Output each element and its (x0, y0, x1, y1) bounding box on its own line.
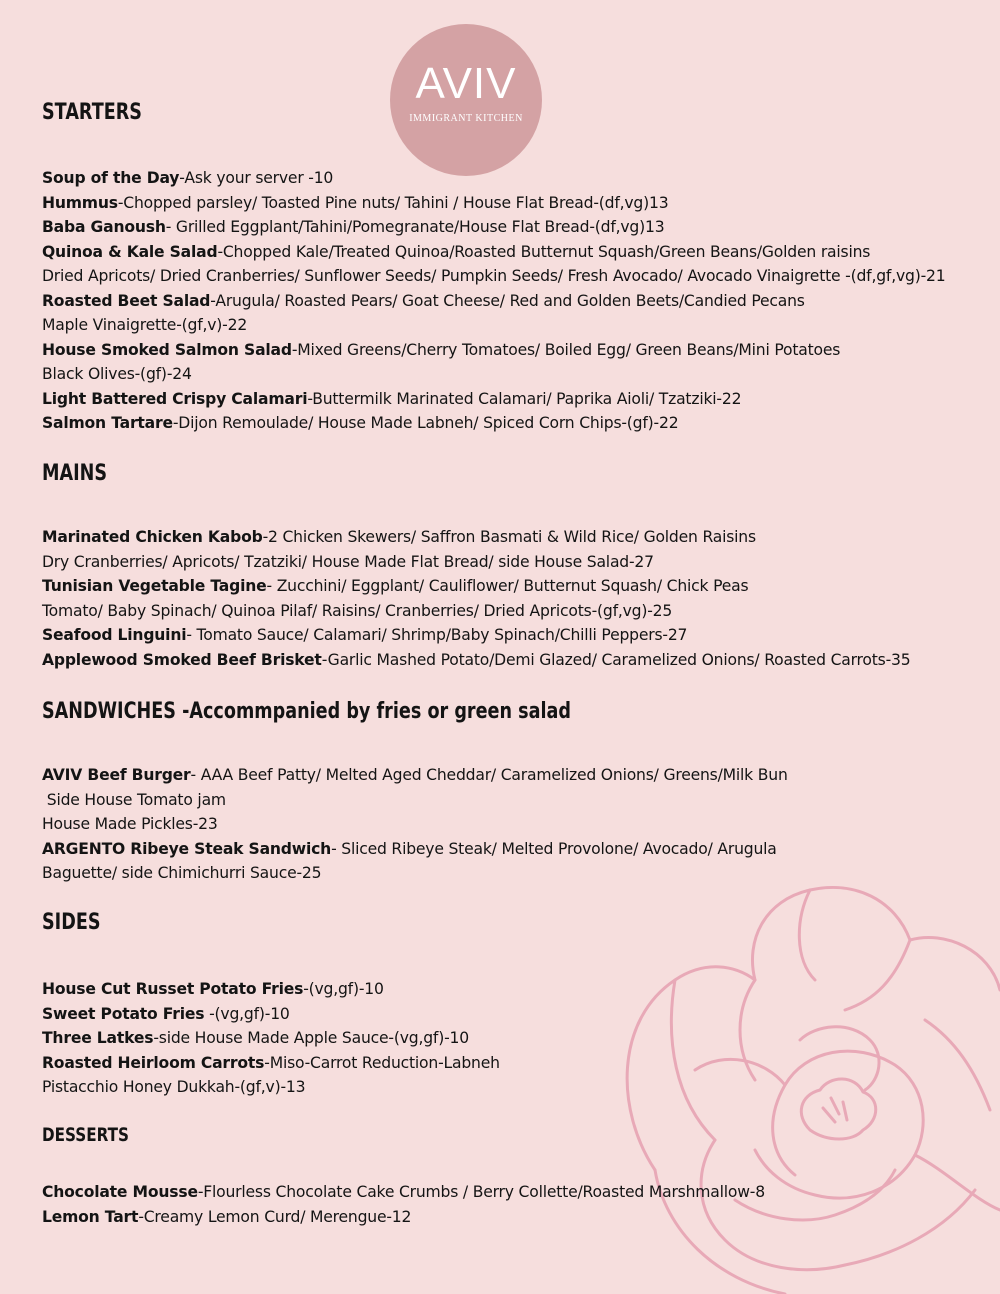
menu-line (42, 411, 982, 436)
item-name: AVIV Beef Burger (42, 766, 191, 784)
menu-line (42, 623, 982, 648)
item-desc: -side House Made Apple Sauce-(vg,gf)-10 (153, 1029, 469, 1047)
menu-line (42, 977, 982, 1002)
item-name: Light Battered Crispy Calamari (42, 389, 308, 408)
menu-line (42, 812, 982, 837)
item-name: Salmon Tartare (42, 414, 173, 432)
menu-line (42, 313, 982, 338)
item-desc: Black Olives-(gf)-24 (42, 365, 192, 383)
item-name: House Smoked Salmon Salad (42, 340, 292, 359)
item-name: Roasted Beet Salad (42, 291, 211, 310)
item-name: House Cut Russet Potato Fries (42, 980, 304, 998)
item-desc: Tomato/ Baby Spinach/ Quinoa Pilaf/ Raisins/ Cranberries/ Dried Apricots-(gf,vg)-25 (42, 601, 673, 620)
sandwiches-list (42, 763, 982, 886)
item-name: Baba Ganoush (42, 218, 166, 236)
item-desc: -Creamy Lemon Curd/ Merengue-12 (138, 1207, 412, 1226)
menu-line (42, 861, 982, 886)
menu-line (42, 338, 982, 363)
section-title-sides: SIDES (42, 910, 101, 935)
logo-tagline: IMMIGRANT KITCHEN (409, 113, 523, 124)
item-desc: -Flourless Chocolate Cake Crumbs / Berry Collette/Roasted Marshmallow-8 (197, 1183, 765, 1201)
item-desc: Side House Tomato jam (42, 790, 226, 809)
starters-list (42, 166, 982, 436)
item-name: Applewood Smoked Beef Brisket (42, 650, 322, 669)
item-desc: -2 Chicken Skewers/ Saffron Basmati & Wild Rice/ Golden Raisins (262, 528, 756, 546)
menu-line (42, 362, 982, 387)
item-desc: -Ask your server -10 (179, 169, 334, 187)
menu-line (42, 1180, 982, 1205)
sides-list (42, 977, 982, 1100)
menu-line (42, 1075, 982, 1100)
menu-line (42, 550, 982, 575)
section-title-starters: STARTERS (42, 100, 142, 125)
item-name: Quinoa & Kale Salad (42, 242, 218, 261)
item-desc: -Buttermilk Marinated Calamari/ Paprika Aioli/ Tzatziki-22 (307, 389, 742, 408)
menu-line (42, 763, 982, 788)
item-name: Three Latkes (42, 1029, 154, 1047)
menu-line (42, 387, 982, 412)
menu-line (42, 289, 982, 314)
item-desc: -Garlic Mashed Potato/Demi Glazed/ Caramelized Onions/ Roasted Carrots-35 (321, 650, 911, 669)
menu-line (42, 1026, 982, 1051)
item-desc: - Tomato Sauce/ Calamari/ Shrimp/Baby Spinach/Chilli Peppers-27 (186, 626, 688, 644)
item-name: Lemon Tart (42, 1207, 139, 1226)
item-desc: -Chopped parsley/ Toasted Pine nuts/ Tahini / House Flat Bread-(df,vg)13 (117, 193, 669, 212)
item-name: Chocolate Mousse (42, 1183, 198, 1201)
item-desc: -(vg,gf)-10 (303, 980, 384, 998)
item-desc: -Mixed Greens/Cherry Tomatoes/ Boiled Egg/ Green Beans/Mini Potatoes (291, 340, 841, 359)
section-title-mains: MAINS (42, 461, 108, 486)
mains-list (42, 525, 982, 672)
desserts-list (42, 1180, 982, 1229)
menu-line (42, 525, 982, 550)
menu-line (42, 191, 982, 216)
menu-line (42, 1205, 982, 1230)
menu-line (42, 1002, 982, 1027)
item-name: Soup of the Day (42, 169, 180, 187)
item-desc: -Dijon Remoulade/ House Made Labneh/ Spiced Corn Chips-(gf)-22 (172, 414, 679, 432)
item-name: Sweet Potato Fries (42, 1004, 205, 1023)
logo-badge (390, 24, 542, 176)
menu-line (42, 240, 982, 265)
item-desc: - AAA Beef Patty/ Melted Aged Cheddar/ Caramelized Onions/ Greens/Milk Bun (190, 766, 788, 784)
item-name: Seafood Linguini (42, 626, 187, 644)
menu-line (42, 599, 982, 624)
logo-name: AVIV (415, 59, 517, 108)
item-desc: - Zucchini/ Eggplant/ Cauliflower/ Butternut Squash/ Chick Peas (266, 577, 749, 595)
item-desc: Maple Vinaigrette-(gf,v)-22 (42, 316, 248, 334)
menu-line (42, 788, 982, 813)
item-name: Tunisian Vegetable Tagine (42, 577, 267, 595)
item-desc: Pistacchio Honey Dukkah-(gf,v)-13 (42, 1078, 306, 1096)
section-title-desserts: DESSERTS (42, 1124, 129, 1146)
menu-line (42, 1051, 982, 1076)
item-desc: House Made Pickles-23 (42, 815, 218, 833)
section-title-sandwiches: SANDWICHES -Accommpanied by fries or green salad (42, 699, 572, 724)
item-name: Hummus (42, 193, 118, 212)
item-desc: - Sliced Ribeye Steak/ Melted Provolone/ Avocado/ Arugula (331, 839, 777, 858)
item-name: Roasted Heirloom Carrots (42, 1053, 265, 1072)
item-desc: Dry Cranberries/ Apricots/ Tzatziki/ House Made Flat Bread/ side House Salad-27 (42, 552, 654, 571)
item-desc: - Grilled Eggplant/Tahini/Pomegranate/House Flat Bread-(df,vg)13 (165, 218, 665, 236)
item-desc: -Miso-Carrot Reduction-Labneh (264, 1053, 500, 1072)
item-name: Marinated Chicken Kabob (42, 528, 263, 546)
menu-line (42, 837, 982, 862)
menu-line (42, 574, 982, 599)
item-name: ARGENTO Ribeye Steak Sandwich (42, 839, 332, 858)
item-desc: -(vg,gf)-10 (204, 1004, 290, 1023)
item-desc: -Arugula/ Roasted Pears/ Goat Cheese/ Red and Golden Beets/Candied Pecans (210, 291, 805, 310)
menu-line (42, 215, 982, 240)
item-desc: -Chopped Kale/Treated Quinoa/Roasted Butternut Squash/Green Beans/Golden raisins (217, 242, 871, 261)
item-desc: Dried Apricots/ Dried Cranberries/ Sunflower Seeds/ Pumpkin Seeds/ Fresh Avocado/ Avocado Vinaigrette -(df,gf,vg)-21 (42, 267, 946, 285)
item-desc: Baguette/ side Chimichurri Sauce-25 (42, 864, 322, 882)
menu-line (42, 166, 982, 191)
menu-line (42, 264, 982, 289)
menu-line (42, 648, 982, 673)
